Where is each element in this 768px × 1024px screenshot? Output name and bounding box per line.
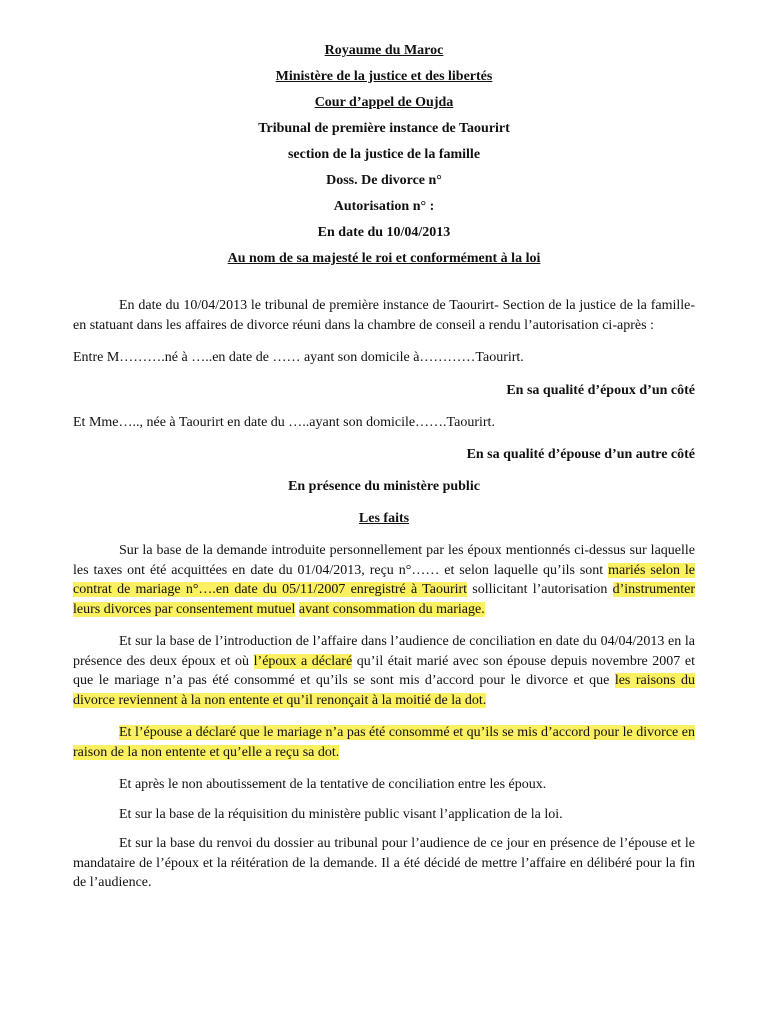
facts-paragraph-6: Et sur la base du renvoi du dossier au tribunal pour l’audience de ce jour en présence de l’épouse et le mandataire de l’époux et la réitération de la demande. Il a été décidé de mettre l’affaire en délibéré pour la fin de l’audience. xyxy=(73,836,695,890)
intro-paragraph: En date du 10/04/2013 le tribunal de première instance de Taourirt- Section de la justice de la famille- en statuant dans les affaires de divorce réuni dans la chambre de conseil a rendu l’autorisation ci-après : xyxy=(73,298,695,333)
header-court-of-appeal: Cour d’appel de Oujda xyxy=(314,95,454,110)
spacer xyxy=(73,272,695,296)
header-royal-formula: Au nom de sa majesté le roi et conformément à la loi xyxy=(227,251,541,266)
wife-line: Et Mme….., née à Taourirt en date du …..ayant son domicile…….Taourirt. xyxy=(73,414,495,430)
header-kingdom: Royaume du Maroc xyxy=(324,43,444,58)
husband-role: En sa qualité d’époux d’un côté xyxy=(506,382,695,398)
wife-role: En sa qualité d’épouse d’un autre côté xyxy=(466,447,695,462)
facts-paragraph-2 xyxy=(73,632,695,710)
facts-p2-text-a: Et sur la base de l’introduction de l’affaire dans l’audience de conciliation en date du 04/04/2013 en la présence des deux époux et où xyxy=(73,634,695,669)
husband-line: Entre M……….né à …..en date de …… ayant son domicile à…………Taourirt. xyxy=(73,350,524,365)
facts-p2-text-b: qu’il était marié avec son épouse depuis novembre 2007 et que le mariage n’a pas été consommé et qu’ils se sont mis d’accord pour le divorce et que xyxy=(73,653,695,688)
public-ministry-presence: En présence du ministère public xyxy=(288,479,480,494)
highlight-marriage-contract: mariés selon le contrat de mariage n°….en date du 05/11/2007 enregistré à Taourirt xyxy=(73,562,695,597)
highlight-before-consummation: avant consommation du mariage. xyxy=(298,601,485,617)
facts-p1-text-b: sollicitant l’autorisation xyxy=(467,582,613,597)
highlight-wife-declaration: Et l’épouse a déclaré que le mariage n’a pas été consommé et qu’ils se mis d’accord pour le divorce en raison de la non entente et qu’elle a reçu sa dot. xyxy=(73,725,695,760)
highlight-mutual-consent: d’instrumenter leurs divorces par consentement mutuel xyxy=(73,582,695,617)
highlight-divorce-reasons: les raisons du divorce reviennent à la non entente et qu’il renonçait à la moitié de la dot. xyxy=(73,673,695,708)
document-header xyxy=(73,38,695,272)
facts-paragraph-5: Et sur la base de la réquisition du ministère public visant l’application de la loi. xyxy=(119,806,563,822)
header-file-number: Doss. De divorce n° xyxy=(326,173,442,188)
facts-title: Les faits xyxy=(358,511,410,526)
header-section: section de la justice de la famille xyxy=(287,147,481,162)
facts-paragraph-1 xyxy=(73,541,695,619)
header-date: En date du 10/04/2013 xyxy=(317,225,451,240)
facts-paragraph-3 xyxy=(73,723,695,762)
header-tribunal: Tribunal de première instance de Taourirt xyxy=(258,121,510,136)
header-ministry: Ministère de la justice et des libertés xyxy=(275,69,493,84)
highlight-husband-declared: l’époux a déclaré xyxy=(253,653,353,669)
facts-paragraph-4: Et après le non aboutissement de la tentative de conciliation entre les époux. xyxy=(119,777,547,792)
facts-p1-text-a: Sur la base de la demande introduite personnellement par les époux mentionnés ci-dessus sur laquelle les taxes ont été acquittées en date du 01/04/2013, reçu n°…… et selon laquelle qu’ils sont xyxy=(73,543,695,578)
header-authorization-number: Autorisation n° : xyxy=(333,199,435,214)
